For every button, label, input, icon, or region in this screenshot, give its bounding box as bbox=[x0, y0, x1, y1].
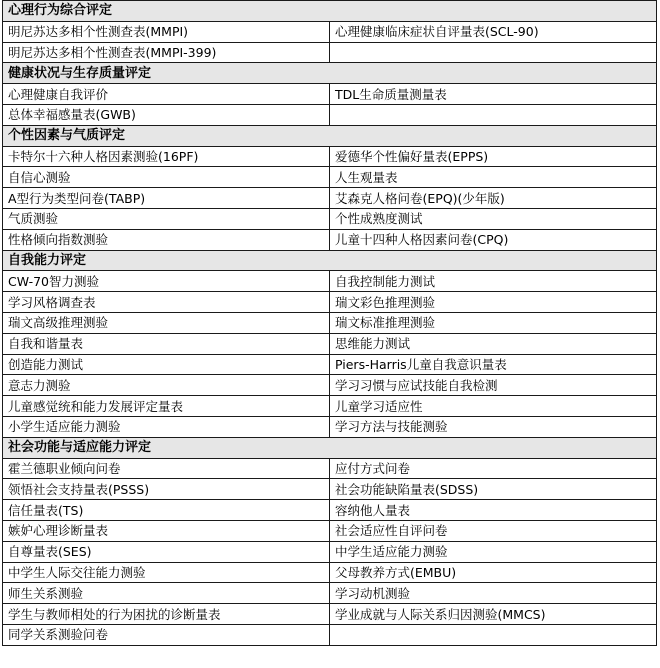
test-name-left: 性格倾向指数测验 bbox=[3, 229, 330, 250]
test-name-right bbox=[330, 42, 657, 63]
table-row bbox=[3, 479, 657, 500]
test-name-left: 小学生适应能力测验 bbox=[3, 416, 330, 437]
test-name-right: 社会适应性自评问卷 bbox=[330, 520, 657, 541]
test-name-right: 学习方法与技能测验 bbox=[330, 416, 657, 437]
test-name-left: 学生与教师相处的行为困扰的诊断量表 bbox=[3, 604, 330, 625]
table-row bbox=[3, 229, 657, 250]
test-name-left: 明尼苏达多相个性测查表(MMPI-399) bbox=[3, 42, 330, 63]
test-name-left: 学习风格调查表 bbox=[3, 292, 330, 313]
test-name-left: 自信心测验 bbox=[3, 167, 330, 188]
test-name-left: 儿童感觉统和能力发展评定量表 bbox=[3, 396, 330, 417]
test-name-left: 师生关系测验 bbox=[3, 583, 330, 604]
test-name-right: 学习动机测验 bbox=[330, 583, 657, 604]
section-title: 健康状况与生存质量评定 bbox=[3, 63, 657, 84]
table-row bbox=[3, 541, 657, 562]
test-name-left: 中学生人际交往能力测验 bbox=[3, 562, 330, 583]
table-row bbox=[3, 458, 657, 479]
table-row bbox=[3, 84, 657, 105]
test-name-left: 领悟社会支持量表(PSSS) bbox=[3, 479, 330, 500]
section-title: 个性因素与气质评定 bbox=[3, 125, 657, 146]
section-title: 心理行为综合评定 bbox=[3, 1, 657, 22]
test-name-left: 自尊量表(SES) bbox=[3, 541, 330, 562]
test-name-left: CW-70智力测验 bbox=[3, 271, 330, 292]
test-name-right: 瑞文彩色推理测验 bbox=[330, 292, 657, 313]
test-name-right: 社会功能缺陷量表(SDSS) bbox=[330, 479, 657, 500]
section-title: 自我能力评定 bbox=[3, 250, 657, 271]
test-name-right: Piers-Harris儿童自我意识量表 bbox=[330, 354, 657, 375]
test-name-right: 艾森克人格问卷(EPQ)(少年版) bbox=[330, 188, 657, 209]
test-name-left: 明尼苏达多相个性测查表(MMPI) bbox=[3, 21, 330, 42]
table-row bbox=[3, 104, 657, 125]
table-row bbox=[3, 333, 657, 354]
table-row bbox=[3, 375, 657, 396]
test-name-right bbox=[330, 104, 657, 125]
table-row bbox=[3, 146, 657, 167]
test-name-right: 爱德华个性偏好量表(EPPS) bbox=[330, 146, 657, 167]
table-row bbox=[3, 21, 657, 42]
test-name-left: 卡特尔十六种人格因素测验(16PF) bbox=[3, 146, 330, 167]
table-row bbox=[3, 562, 657, 583]
test-name-right: 个性成熟度测试 bbox=[330, 208, 657, 229]
test-name-right: 心理健康临床症状自评量表(SCL-90) bbox=[330, 21, 657, 42]
test-name-left: 总体幸福感量表(GWB) bbox=[3, 104, 330, 125]
table-row bbox=[3, 354, 657, 375]
test-name-right: 儿童十四种人格因素问卷(CPQ) bbox=[330, 229, 657, 250]
test-name-left: 瑞文高级推理测验 bbox=[3, 312, 330, 333]
table-row bbox=[3, 208, 657, 229]
table-row bbox=[3, 271, 657, 292]
table-row bbox=[3, 188, 657, 209]
table-body bbox=[3, 1, 657, 646]
section-header-row bbox=[3, 125, 657, 146]
test-name-right: 学习习惯与应试技能自我检测 bbox=[330, 375, 657, 396]
test-name-left: 意志力测验 bbox=[3, 375, 330, 396]
table-row bbox=[3, 292, 657, 313]
table-row bbox=[3, 583, 657, 604]
test-name-right: 人生观量表 bbox=[330, 167, 657, 188]
test-name-right: 中学生适应能力测验 bbox=[330, 541, 657, 562]
table-row bbox=[3, 396, 657, 417]
section-title: 社会功能与适应能力评定 bbox=[3, 437, 657, 458]
test-name-right: 思维能力测试 bbox=[330, 333, 657, 354]
test-name-left: 创造能力测试 bbox=[3, 354, 330, 375]
test-name-left: 同学关系测验问卷 bbox=[3, 624, 330, 645]
test-name-right: 父母教养方式(EMBU) bbox=[330, 562, 657, 583]
table-row bbox=[3, 500, 657, 521]
table-row bbox=[3, 167, 657, 188]
test-name-left: 嫉妒心理诊断量表 bbox=[3, 520, 330, 541]
test-name-right: 学业成就与人际关系归因测验(MMCS) bbox=[330, 604, 657, 625]
table-row bbox=[3, 42, 657, 63]
test-name-left: 气质测验 bbox=[3, 208, 330, 229]
table-row bbox=[3, 624, 657, 645]
table-row bbox=[3, 520, 657, 541]
section-header-row bbox=[3, 437, 657, 458]
test-name-left: A型行为类型问卷(TABP) bbox=[3, 188, 330, 209]
test-name-right bbox=[330, 624, 657, 645]
test-name-right: TDL生命质量测量表 bbox=[330, 84, 657, 105]
test-name-left: 心理健康自我评价 bbox=[3, 84, 330, 105]
test-name-right: 容纳他人量表 bbox=[330, 500, 657, 521]
section-header-row bbox=[3, 1, 657, 22]
table-row bbox=[3, 604, 657, 625]
test-name-left: 信任量表(TS) bbox=[3, 500, 330, 521]
table-row bbox=[3, 416, 657, 437]
test-name-left: 自我和谐量表 bbox=[3, 333, 330, 354]
section-header-row bbox=[3, 63, 657, 84]
test-name-left: 霍兰德职业倾向问卷 bbox=[3, 458, 330, 479]
test-name-right: 瑞文标准推理测验 bbox=[330, 312, 657, 333]
test-name-right: 应付方式问卷 bbox=[330, 458, 657, 479]
assessment-catalog-table bbox=[2, 0, 657, 646]
section-header-row bbox=[3, 250, 657, 271]
table-row bbox=[3, 312, 657, 333]
test-name-right: 儿童学习适应性 bbox=[330, 396, 657, 417]
test-name-right: 自我控制能力测试 bbox=[330, 271, 657, 292]
